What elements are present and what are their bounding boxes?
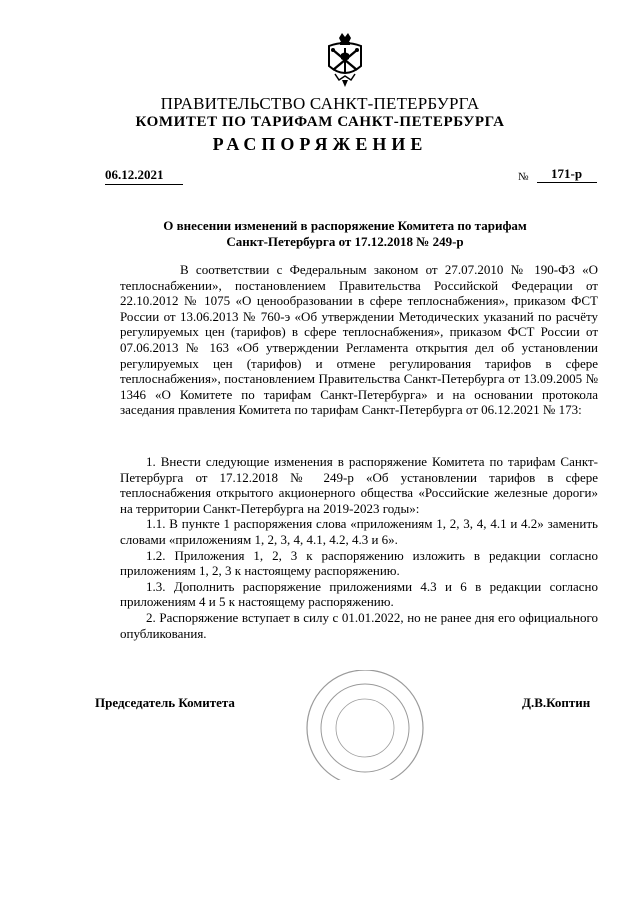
- government-name: ПРАВИТЕЛЬСТВО САНКТ-ПЕТЕРБУРГА: [160, 94, 480, 113]
- number-sign: №: [518, 171, 529, 183]
- official-stamp: [300, 670, 430, 780]
- document-number: 171-р: [537, 166, 597, 183]
- preamble-paragraph: В соответствии с Федеральным законом от 27.07.2010 № 190-ФЗ «О теплоснабжении», постановлением Правительства Российской Федерации от 22.10.2012 № 1075 «О ценообразовании в сфере теплоснабжения», приказом ФСТ России от 13.06.2013 № 760-э «Об утверждении Методических указаний по расчёту регулируемых цен (тарифов) в сфере теплоснабжения», приказом ФСТ России от 07.06.2013 № 163 «Об утверждении Регламента открытия дел об установлении регулируемых цен (тарифов) и отмене регулирования тарифов в сфере теплоснабжения», постановлением Правительства Санкт-Петербурга от 13.09.2005 № 1346 «О Комитете по тарифам Санкт-Петербурга» и на основании протокола заседания правления Комитета по тарифам Санкт-Петербурга от 06.12.2021 № 173:: [120, 262, 598, 418]
- document-number-field: [518, 166, 604, 184]
- title-line-1: О внесении изменений в распоряжение Комитета по тарифам: [163, 218, 527, 233]
- document-type: РАСПОРЯЖЕНИЕ: [212, 134, 428, 154]
- title-line-2: Санкт-Петербурга от 17.12.2018 № 249-р: [226, 234, 464, 249]
- item-1-1: 1.1. В пункте 1 распоряжения слова «приложениям 1, 2, 3, 4, 4.1 и 4.2» заменить словами «приложениям 1, 2, 3, 4, 4.1, 4.2, 4.3 и 6».: [120, 516, 598, 547]
- signatory-name: Д.В.Коптин: [522, 695, 591, 710]
- signatory-position: Председатель Комитета: [95, 695, 235, 710]
- item-2: 2. Распоряжение вступает в силу с 01.01.2022, но не ранее дня его официального опубликования.: [120, 609, 598, 641]
- item-1-3: 1.3. Дополнить распоряжение приложениями 4.3 и 6 в редакции согласно приложениям 4 и 5 к настоящему распоряжению.: [120, 578, 598, 610]
- coat-of-arms-emblem: [325, 32, 365, 90]
- item-1-2: 1.2. Приложения 1, 2, 3 к распоряжению изложить в редакции согласно приложениям 1, 2, 3 к настоящему распоряжению.: [120, 547, 598, 579]
- item-1: 1. Внести следующие изменения в распоряжение Комитета по тарифам Санкт-Петербурга от 17.12.2018 № 249-р «Об установлении тарифов в сфере теплоснабжения открытого акционерного общества «Российские железные дороги» на территории Санкт-Петербурга на 2019-2023 годы»:: [120, 454, 598, 516]
- document-date: 06.12.2021: [105, 167, 183, 185]
- document-title: [130, 218, 560, 250]
- order-items: [120, 454, 598, 641]
- committee-name: КОМИТЕТ ПО ТАРИФАМ САНКТ-ПЕТЕРБУРГА: [135, 114, 505, 130]
